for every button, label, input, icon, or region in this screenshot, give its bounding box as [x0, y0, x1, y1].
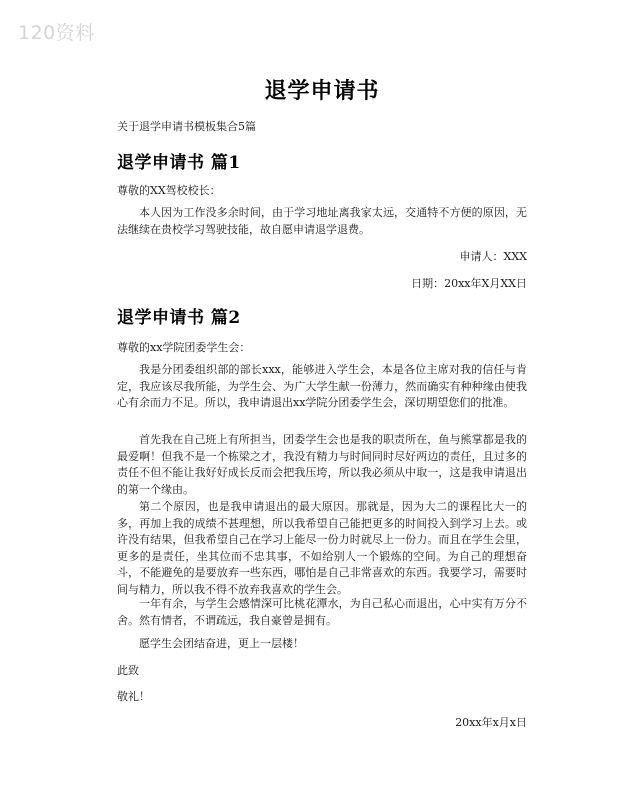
closing-ci-zhi: 此致 [117, 664, 139, 677]
date-1: 日期：20xx年X月XX日 [411, 277, 527, 290]
watermark: 120资料 [18, 22, 95, 44]
salutation-1: 尊敬的XX驾校校长： [117, 184, 221, 197]
date-2: 20xx年x月x日 [455, 716, 527, 729]
section-heading-2: 退学申请书 篇2 [117, 308, 241, 328]
paragraph: 愿学生会团结奋进，更上一层楼！ [139, 637, 304, 650]
paragraph: 一年有余，与学生会感情深可比桃花潭水，为自己私心而退出，心中实有万分不舍。然有情者，不谓疏远，我自豪曾是拥有。 [117, 597, 527, 627]
applicant-signature: 申请人：XXX [459, 250, 527, 263]
paragraph: 首先我在自己班上有所担当，团委学生会也是我的职责所在，鱼与熊掌都是我的最爱啊！但我不是一个栋梁之才，我没有精力与时间同时尽好两边的责任，且过多的责任不但不能让我好好成长反而会把我压垮，所以我必须从中取一，这是我申请退出的第一个缘由。 [117, 433, 527, 496]
document-subtitle: 关于退学申请书模板集合5篇 [117, 120, 256, 133]
page-title: 退学申请书 [264, 78, 380, 104]
paragraph: 我是分团委组织部的部长xxx，能够进入学生会，本是各位主席对我的信任与肯定，我应该尽我所能，为学生会、为广大学生献一份薄力，然而确实有种种缘由使我心有余而力不足。所以，我申请退出xx学院分团委学生会，深切期望您们的批准。 [117, 363, 527, 409]
paragraph: 第二个原因，也是我申请退出的最大原因。那就是，因为大二的课程比大一的多，再加上我的成绩不甚理想，所以我希望自己能把更多的时间投入到学习上去。或许没有结果，但我希望自己在学习上能尽一份力时就尽上一份力。而且在学生会里，更多的是责任，坐其位而不忠其事，不如给别人一个锻炼的空间。为自己的理想奋斗，不能避免的是要放弃一些东西，哪怕是自己非常喜欢的东西。我要学习，需要时间与精力，所以我不得不放弃我喜欢的学生会。 [117, 500, 527, 596]
salutation-2: 尊敬的xx学院团委学生会： [117, 341, 251, 354]
section-heading-1: 退学申请书 篇1 [117, 153, 241, 173]
paragraph: 本人因为工作没多余时间，由于学习地址离我家太远，交通特不方便的原因，无法继续在贵校学习驾驶技能，故自愿申请退学退费。 [117, 206, 527, 236]
closing-jing-li: 敬礼！ [117, 690, 150, 703]
